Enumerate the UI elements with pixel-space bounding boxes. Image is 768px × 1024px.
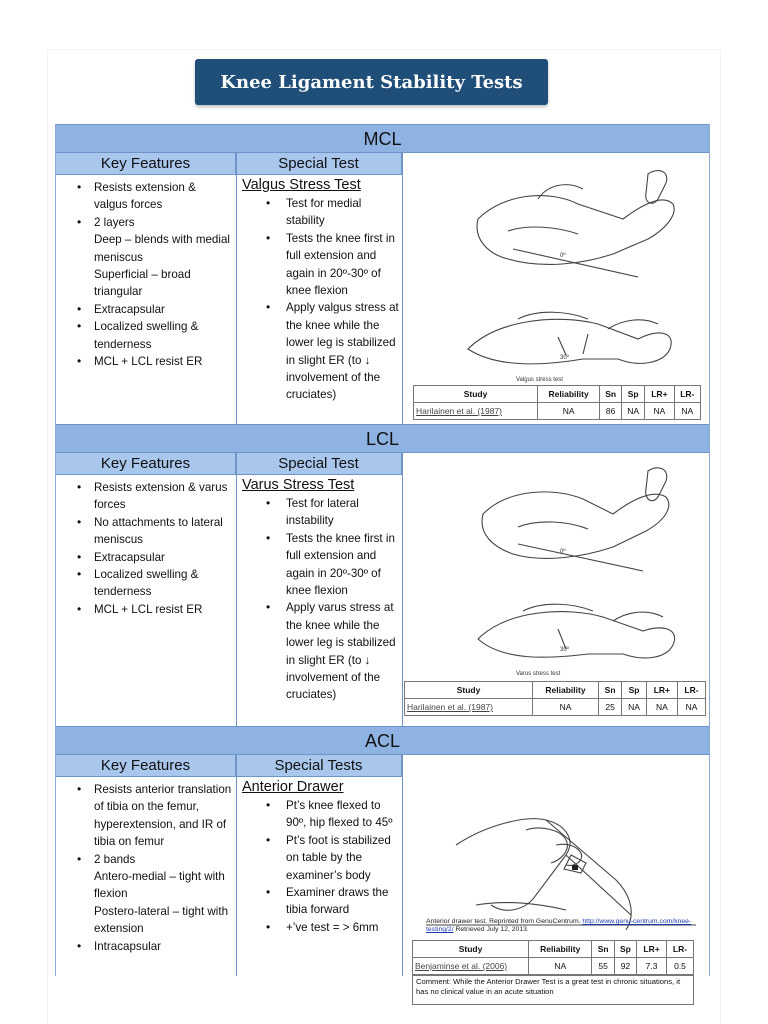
table-cell: NA — [677, 699, 705, 716]
mcl-test-name: Valgus Stress Test — [242, 177, 361, 193]
table-header: Study — [413, 941, 529, 958]
lcl-study-table — [404, 681, 706, 716]
acl-test-name: Anterior Drawer — [242, 779, 344, 795]
lcl-test-name: Varus Stress Test — [242, 477, 355, 493]
list-item: • Resists extension & valgus forces — [68, 179, 232, 214]
table-header: Sp — [614, 941, 636, 958]
genucentrum-link[interactable]: http://www.genu-centrum.com/knee-testing/2/ — [426, 918, 692, 933]
list-item: • Intracapsular — [68, 938, 232, 955]
list-item: • Test for lateral instability — [242, 495, 402, 530]
table-header: Reliability — [533, 682, 599, 699]
acl-special-tests-header: Special Tests — [236, 755, 402, 777]
list-item: • 2 bands — [68, 851, 232, 868]
table-cell: 86 — [600, 403, 622, 420]
list-item: • 2 layers — [68, 214, 232, 231]
table-header: LR+ — [646, 682, 677, 699]
table-cell: 25 — [599, 699, 622, 716]
table-cell: 55 — [592, 958, 614, 975]
table-cell: NA — [538, 403, 600, 420]
list-item: Antero-medial – tight with flexion — [94, 870, 225, 901]
table-cell: NA — [646, 699, 677, 716]
lcl-heading: LCL — [56, 424, 709, 453]
angle-label: 0º — [560, 253, 566, 259]
list-item: • Localized swelling & tenderness — [68, 566, 232, 601]
acl-key-features-header: Key Features — [56, 755, 236, 777]
table-header: Reliability — [529, 941, 592, 958]
list-item: Superficial – broad triangular — [94, 268, 191, 299]
list-item: • MCL + LCL resist ER — [68, 353, 232, 370]
list-item: • No attachments to lateral meniscus — [68, 514, 232, 549]
list-item: • Apply valgus stress at the knee while the lower leg is stabilized in slight ER (to ↓ involvement of the cruciates) — [242, 299, 402, 403]
table-cell: NA — [645, 403, 674, 420]
valgus-stress-illustration — [408, 159, 698, 385]
list-item: • Test for medial stability — [242, 195, 402, 230]
table-header: LR- — [674, 386, 700, 403]
table-cell: NA — [533, 699, 599, 716]
acl-figure-caption: Anterior drawer test. Reprinted from GenuCentrum. http://www.genu-centrum.com/knee-testing/2/ Retrieved July 12, 2013. — [426, 918, 692, 933]
table-cell: NA — [622, 699, 647, 716]
mcl-test-items — [242, 195, 402, 404]
mcl-section — [55, 124, 710, 426]
figure-caption: Varus stress test — [516, 671, 561, 677]
list-item: • Examiner draws the tibia forward — [242, 884, 402, 919]
list-item: • Resists anterior translation of tibia on the femur, hyperextension, and IR of tibia on femur — [68, 781, 232, 851]
lcl-key-features-header: Key Features — [56, 453, 236, 475]
lcl-special-test-header: Special Test — [236, 453, 402, 475]
table-header: LR- — [667, 941, 694, 958]
list-item: • Tests the knee first in full extension and again in 20º-30º of knee flexion — [242, 230, 402, 300]
table-header: Study — [414, 386, 538, 403]
mcl-key-features-header: Key Features — [56, 153, 236, 175]
list-item: • Apply varus stress at the knee while the lower leg is stabilized in slight ER (to ↓ involvement of the cruciates) — [242, 599, 402, 703]
list-item: • Pt’s foot is stabilized on table by the examiner’s body — [242, 832, 402, 884]
table-header: Study — [405, 682, 533, 699]
mcl-study-table — [413, 385, 701, 420]
lcl-features-list — [68, 479, 232, 618]
list-item: • Resists extension & varus forces — [68, 479, 232, 514]
table-row — [414, 403, 701, 420]
page-title: Knee Ligament Stability Tests — [195, 59, 548, 105]
table-cell: 0.5 — [667, 958, 694, 975]
table-cell: NA — [622, 403, 645, 420]
list-item: • +’ve test = > 6mm — [242, 919, 402, 936]
study-link[interactable]: Benjaminse et al. (2006) — [413, 958, 529, 975]
acl-comment: Comment: While the Anterior Drawer Test is a great test in chronic situations, it has no clinical value in an acute situation — [412, 975, 694, 1005]
study-link[interactable]: Harilainen et al. (1987) — [414, 403, 538, 420]
acl-test-column — [242, 779, 402, 936]
mcl-test-column — [242, 177, 402, 404]
acl-heading: ACL — [56, 726, 709, 755]
list-item: • Localized swelling & tenderness — [68, 318, 232, 353]
figure-caption: Valgus stress test — [516, 377, 563, 383]
acl-features-list — [68, 781, 232, 955]
table-row — [413, 958, 694, 975]
list-item: • Extracapsular — [68, 549, 232, 566]
angle-label: 0º — [560, 549, 566, 555]
table-header: LR+ — [637, 941, 667, 958]
table-header: Sp — [622, 682, 647, 699]
table-header: Sn — [599, 682, 622, 699]
table-header: LR+ — [645, 386, 674, 403]
table-header: LR- — [677, 682, 705, 699]
mcl-heading: MCL — [56, 124, 709, 153]
acl-study-table — [412, 940, 694, 975]
mcl-features-list — [68, 179, 232, 370]
mcl-special-test-header: Special Test — [236, 153, 402, 175]
lcl-test-items — [242, 495, 402, 704]
table-cell: 92 — [614, 958, 636, 975]
list-item: Deep – blends with medial meniscus — [94, 233, 230, 264]
acl-section — [55, 726, 710, 976]
table-header: Sp — [622, 386, 645, 403]
list-item: • MCL + LCL resist ER — [68, 601, 232, 618]
table-cell: NA — [674, 403, 700, 420]
lcl-section — [55, 424, 710, 728]
table-cell: NA — [529, 958, 592, 975]
list-item: • Extracapsular — [68, 301, 232, 318]
acl-test-items — [242, 797, 402, 936]
table-row — [405, 699, 706, 716]
table-header: Sn — [592, 941, 614, 958]
table-cell: 7.3 — [637, 958, 667, 975]
list-item: Postero-lateral – tight with extension — [94, 904, 229, 936]
lcl-test-column — [242, 477, 402, 704]
angle-label: 30º — [560, 647, 569, 653]
study-link[interactable]: Harilainen et al. (1987) — [405, 699, 533, 716]
angle-label: 30º — [560, 355, 569, 361]
varus-stress-illustration — [408, 459, 698, 683]
table-header: Sn — [600, 386, 622, 403]
list-item: • Tests the knee first in full extension and again in 20º-30º of knee flexion — [242, 530, 402, 600]
list-item: • Pt’s knee flexed to 90º, hip flexed to 45º — [242, 797, 402, 832]
table-header: Reliability — [538, 386, 600, 403]
